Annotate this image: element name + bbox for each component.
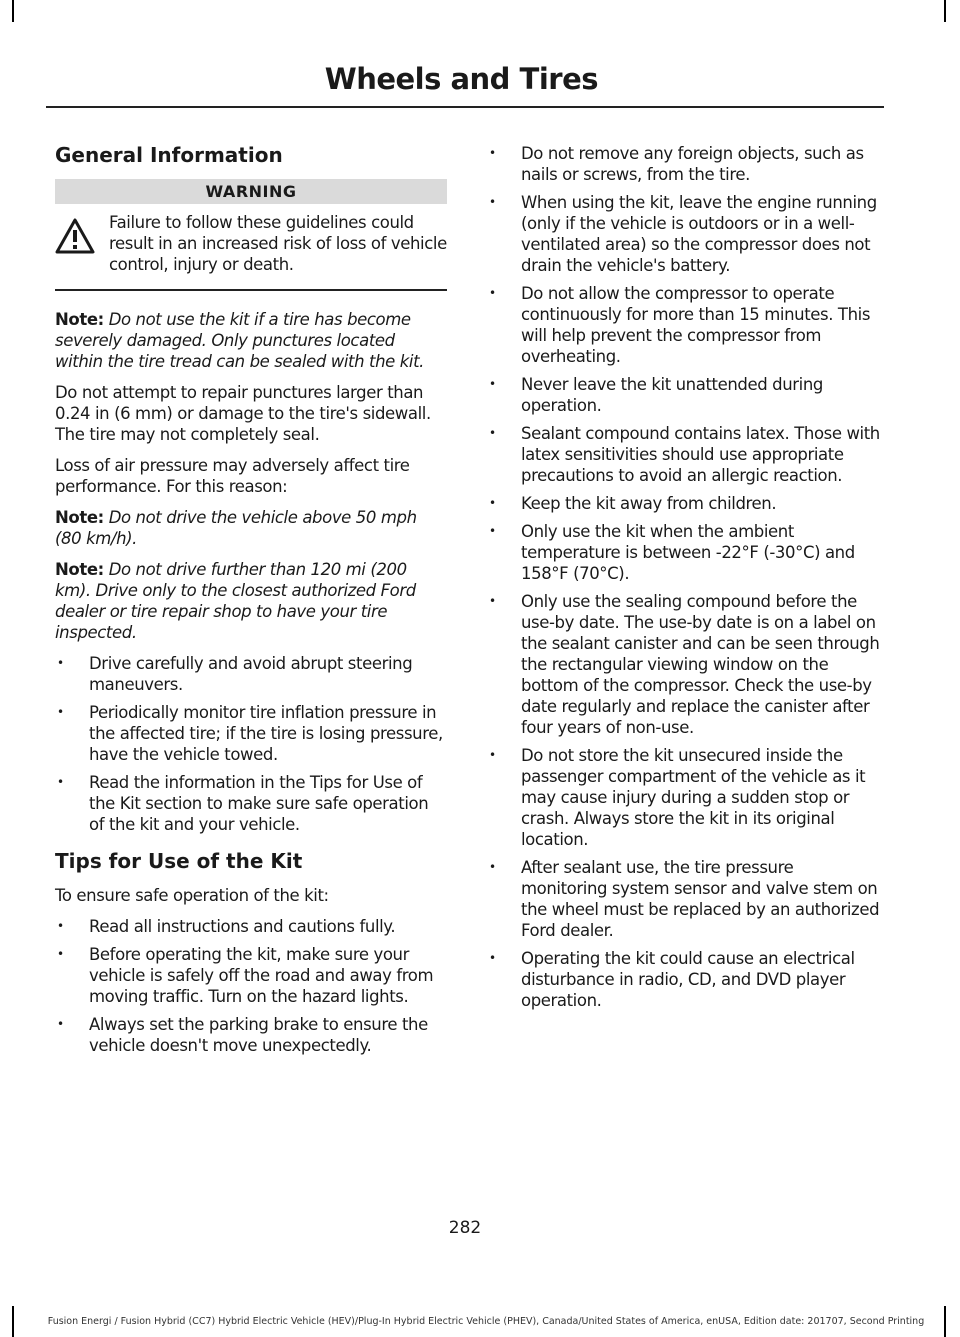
list-item: • Drive carefully and avoid abrupt steering maneuvers. [57, 654, 413, 694]
right-column [487, 143, 882, 1019]
bullet-icon: • [489, 748, 496, 762]
bullet-icon: • [57, 656, 64, 670]
list-item: • Operating the kit could cause an electrical disturbance in radio, CD, and DVD player operation. [489, 949, 855, 1010]
bullet-icon: • [489, 524, 496, 538]
list-item: • Do not store the kit unsecured inside the passenger compartment of the vehicle as it may cause injury during a sudden stop or crash. Always store the kit in its original location. [489, 746, 866, 849]
warning-heading: WARNING [55, 179, 447, 204]
paragraph-puncture-size: Do not attempt to repair punctures larger than 0.24 in (6 mm) or damage to the tire's sidewall. The tire may not completely seal. [55, 383, 431, 444]
bullet-icon: • [489, 860, 496, 874]
footer-edition-info: Fusion Energi / Fusion Hybrid (CC7) Hybrid Electric Vehicle (HEV)/Plug-In Hybrid Electric Vehicle (PHEV), Canada/United States of America, enUSA, Edition date: 201707, Second Printing [47, 1316, 925, 1327]
page-number: 282 [448, 1218, 482, 1238]
list-item: • Periodically monitor tire inflation pressure in the affected tire; if the tire is losing pressure, have the vehicle towed. [57, 703, 443, 764]
tips-bullet-list [55, 916, 447, 1056]
page-title: Wheels and Tires [324, 62, 598, 96]
bullet-icon: • [489, 951, 496, 965]
list-item: • Keep the kit away from children. [489, 494, 777, 513]
bullet-icon: • [489, 195, 496, 209]
bullet-icon: • [57, 919, 64, 933]
list-item: • Do not remove any foreign objects, such as nails or screws, from the tire. [489, 144, 864, 184]
list-item: • After sealant use, the tire pressure monitoring system sensor and valve stem on the wheel must be replaced by an authorized Ford dealer. [489, 858, 880, 940]
warning-box [55, 179, 447, 291]
note-label: Note: [55, 310, 104, 329]
bullet-icon: • [489, 286, 496, 300]
tips-bullet-list-continued [487, 143, 882, 1011]
paragraph-tips-intro: To ensure safe operation of the kit: [55, 886, 329, 905]
left-column [55, 143, 447, 1064]
list-item: • Never leave the kit unattended during operation. [489, 375, 823, 415]
list-item: • Read all instructions and cautions fully. [57, 917, 396, 936]
crop-mark-top-right [944, 0, 946, 22]
bullet-icon: • [57, 947, 64, 961]
bullet-icon: • [489, 146, 496, 160]
warning-triangle-icon [55, 218, 109, 258]
warning-divider [55, 289, 447, 291]
list-item: • Do not allow the compressor to operate continuously for more than 15 minutes. This will help prevent the compressor from overheating. [489, 284, 871, 366]
crop-mark-bottom-left [12, 1306, 14, 1337]
list-item: • Only use the kit when the ambient temperature is between -22°F (-30°C) and 158°F (70°C). [489, 522, 855, 583]
list-item: • Sealant compound contains latex. Those with latex sensitivities should use appropriate precautions to avoid an allergic reaction. [489, 424, 880, 485]
bullet-icon: • [489, 594, 496, 608]
list-item: • Before operating the kit, make sure your vehicle is safely off the road and away from moving traffic. Turn on the hazard lights. [57, 945, 434, 1006]
list-item: • Always set the parking brake to ensure the vehicle doesn't move unexpectedly. [57, 1015, 428, 1055]
header-divider [46, 106, 884, 108]
warning-text: Failure to follow these guidelines could result in an increased risk of loss of vehicle control, injury or death. [109, 213, 447, 274]
bullet-icon: • [489, 377, 496, 391]
list-item: • Only use the sealing compound before the use-by date. The use-by date is on a label on the sealant canister and can be seen through the rectangular viewing window on the bottom of the compressor. Check the use-by date regularly and replace the canister after four years of non-use. [489, 592, 880, 737]
note-distance-limit [55, 559, 447, 643]
bullet-icon: • [489, 496, 496, 510]
section-title-tips: Tips for Use of the Kit [55, 849, 303, 873]
section-title-general-information: General Information [55, 143, 283, 167]
warning-body [55, 212, 447, 275]
note-label: Note: [55, 560, 104, 579]
crop-mark-bottom-right [944, 1306, 946, 1337]
note-text: Do not drive further than 120 mi (200 km). Drive only to the closest authorized Ford dealer or tire repair shop to have your tire inspected. [55, 560, 416, 642]
note-speed-limit [55, 507, 447, 549]
bullet-icon: • [489, 426, 496, 440]
general-bullet-list [55, 653, 447, 835]
note-label: Note: [55, 508, 104, 527]
note-kit-damage [55, 309, 447, 372]
bullet-icon: • [57, 705, 64, 719]
list-item: • Read the information in the Tips for Use of the Kit section to make sure safe operation of the kit and your vehicle. [57, 773, 429, 834]
list-item: • When using the kit, leave the engine running (only if the vehicle is outdoors or in a well-ventilated area) so the compressor does not drain the vehicle's battery. [489, 193, 877, 275]
note-text: Do not use the kit if a tire has become severely damaged. Only punctures located within the tire tread can be sealed with the kit. [55, 310, 424, 371]
bullet-icon: • [57, 1017, 64, 1031]
bullet-icon: • [57, 775, 64, 789]
paragraph-air-pressure: Loss of air pressure may adversely affect tire performance. For this reason: [55, 456, 410, 496]
note-text: Do not drive the vehicle above 50 mph (80 km/h). [55, 508, 417, 548]
crop-mark-top-left [12, 0, 14, 22]
